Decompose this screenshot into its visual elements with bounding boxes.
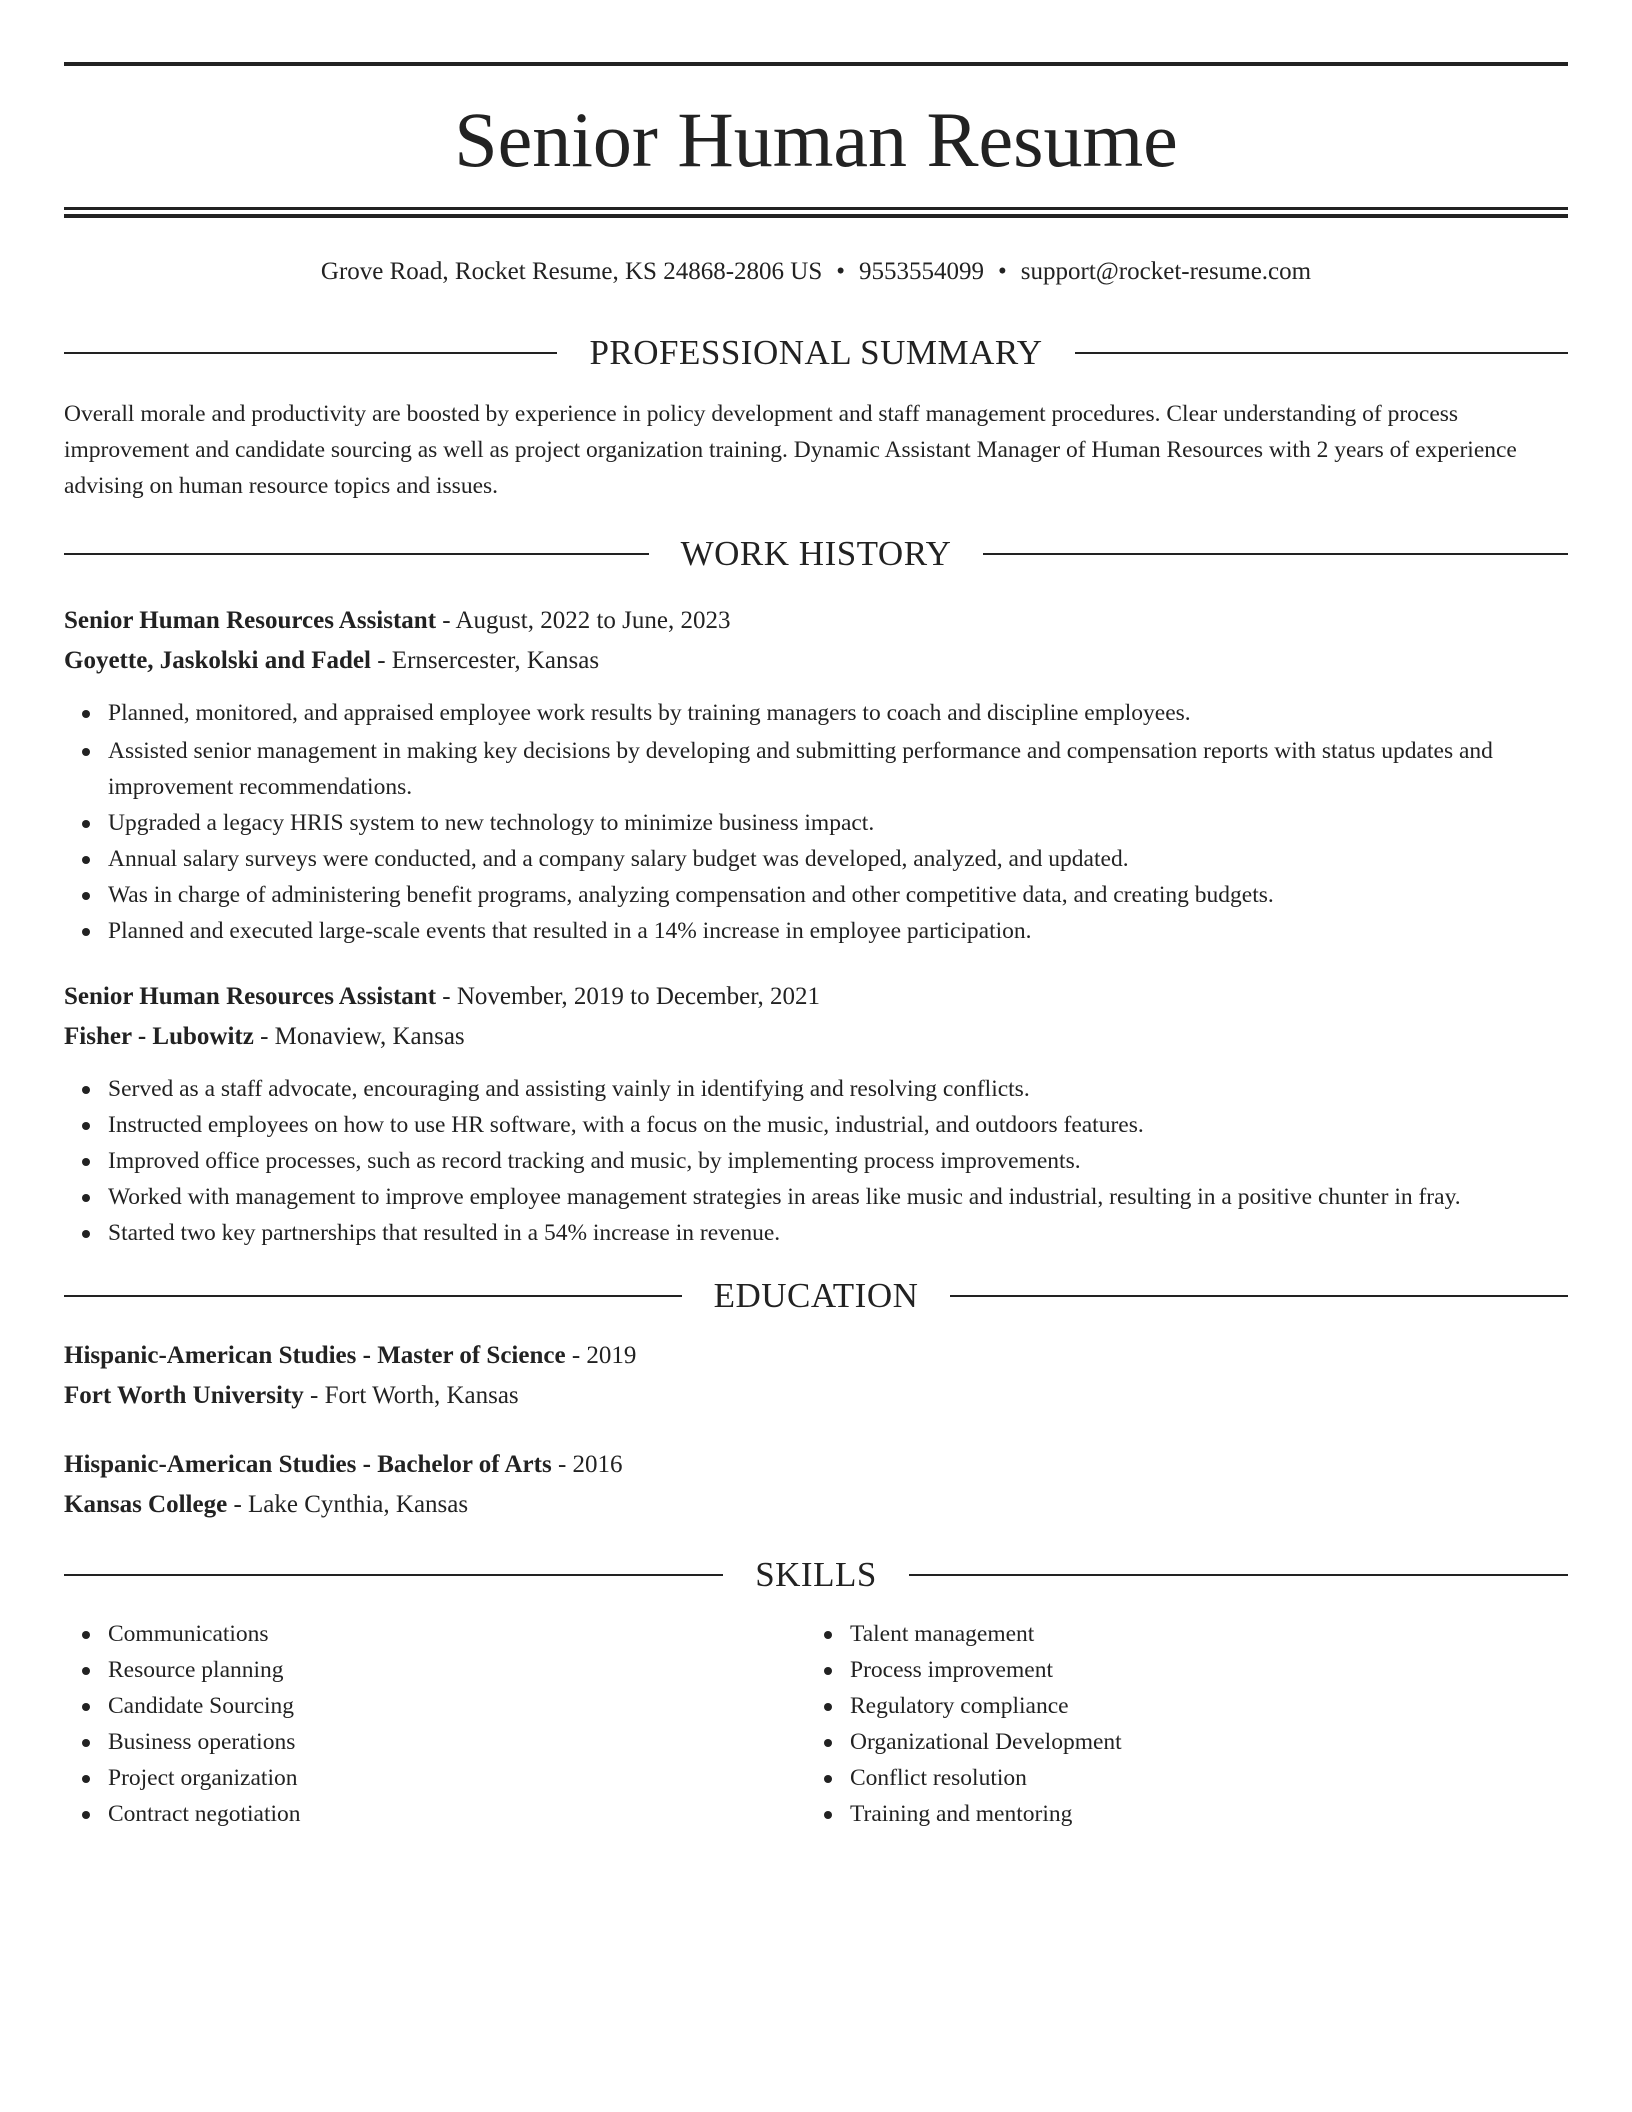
job-dates: - November, 2019 to December, 2021 [436,983,821,1010]
education-location: - Lake Cynthia, Kansas [227,1491,469,1518]
job-title-line [64,601,1568,641]
contact-email: support@rocket-resume.com [1020,258,1312,285]
job-role: Senior Human Resources Assistant [64,607,437,634]
job-bullets [64,695,1568,949]
list-item: Was in charge of administering benefit programs, analyzing compensation and other competitive data, and creating budgets. [108,877,1568,913]
job-role: Senior Human Resources Assistant [64,983,437,1010]
list-item: Served as a staff advocate, encouraging and assisting vainly in identifying and resolving conflicts. [108,1071,1568,1107]
education-degree-line [64,1336,1568,1376]
skill-item: Candidate Sourcing [108,1688,798,1724]
education-school: Kansas College [64,1491,228,1518]
section-rule-right [983,553,1568,555]
education-year: - 2016 [551,1451,623,1478]
section-title-summary: PROFESSIONAL SUMMARY [589,333,1043,372]
skills-list-right [806,1616,1568,1832]
section-title-work: WORK HISTORY [680,534,952,573]
skill-item: Business operations [108,1724,798,1760]
section-title-education: EDUCATION [713,1276,919,1315]
job-dates: - August, 2022 to June, 2023 [436,607,731,634]
summary-text: Overall morale and productivity are boosted by experience in policy development and staff management procedures. Clear understanding of process improvement and candidate sourcing as well as project organization training. Dynamic Assistant Manager of Human Resources with 2 years of experience advising on human resource topics and issues. [64,401,1517,499]
skill-item: Communications [108,1616,798,1652]
list-item: Worked with management to improve employee management strategies in areas like music and industrial, resulting in a positive chunter in fray. [108,1179,1568,1215]
section-header-skills [64,1551,1568,1599]
job-bullets [64,1071,1568,1251]
list-item: Started two key partnerships that resulted in a 54% increase in revenue. [108,1215,1568,1251]
section-header-summary [64,329,1568,377]
list-item: Planned, monitored, and appraised employee work results by training managers to coach and discipline employees. [108,695,1568,731]
skill-item: Conflict resolution [850,1760,1568,1796]
education-year: - 2019 [565,1342,637,1369]
job-company: Fisher - Lubowitz [64,1023,254,1050]
list-item: Improved office processes, such as record tracking and music, by implementing process improvements. [108,1143,1568,1179]
job-company-line [64,641,1568,681]
job-company-line [64,1017,1568,1057]
list-item: Instructed employees on how to use HR software, with a focus on the music, industrial, and outdoors features. [108,1107,1568,1143]
section-rule-right [950,1295,1568,1297]
education-school: Fort Worth University [64,1382,304,1409]
skill-item: Organizational Development [850,1724,1568,1760]
education-degree-line [64,1445,1568,1485]
section-rule-left [64,1574,723,1576]
section-rule-right [909,1574,1568,1576]
job-title-line [64,977,1568,1017]
section-rule-left [64,1295,682,1297]
education-degree: Hispanic-American Studies - Bachelor of Arts [64,1451,552,1478]
education-degree: Hispanic-American Studies - Master of Science [64,1342,566,1369]
job-entry [64,601,1568,681]
skill-item: Resource planning [108,1652,798,1688]
education-school-line [64,1485,1568,1525]
header-double-rule [64,207,1568,218]
job-company: Goyette, Jaskolski and Fadel [64,647,371,674]
skill-item: Regulatory compliance [850,1688,1568,1724]
list-item: Upgraded a legacy HRIS system to new technology to minimize business impact. [108,805,1568,841]
skill-item: Talent management [850,1616,1568,1652]
header-top-rule [64,62,1568,66]
section-rule-left [64,553,649,555]
list-item: Annual salary surveys were conducted, and a company salary budget was developed, analyzed, and updated. [108,841,1568,877]
job-location: - Ernsercester, Kansas [370,647,600,674]
skill-item: Contract negotiation [108,1796,798,1832]
skill-item: Training and mentoring [850,1796,1568,1832]
education-school-line [64,1376,1568,1416]
education-entry [64,1445,1568,1525]
contact-separator: • [836,258,846,285]
skills-list-left [64,1616,798,1832]
section-rule-left [64,352,557,354]
section-rule-right [1075,352,1568,354]
skill-item: Process improvement [850,1652,1568,1688]
contact-phone: 9553554099 [859,258,985,285]
list-item: Planned and executed large-scale events that resulted in a 14% increase in employee participation. [108,913,1568,949]
section-header-work [64,530,1568,578]
list-item: Assisted senior management in making key decisions by developing and submitting performance and compensation reports with status updates and improvement recommendations. [108,733,1568,805]
contact-line [64,252,1568,292]
section-title-skills: SKILLS [755,1555,877,1594]
skill-item: Project organization [108,1760,798,1796]
contact-separator: • [998,258,1007,285]
job-entry [64,977,1568,1057]
section-header-education [64,1272,1568,1320]
education-location: - Fort Worth, Kansas [303,1382,519,1409]
education-entry [64,1336,1568,1416]
resume-name: Senior Human Resume [454,96,1178,183]
job-location: - Monaview, Kansas [253,1023,465,1050]
contact-address: Grove Road, Rocket Resume, KS 24868-2806 US [320,258,823,285]
